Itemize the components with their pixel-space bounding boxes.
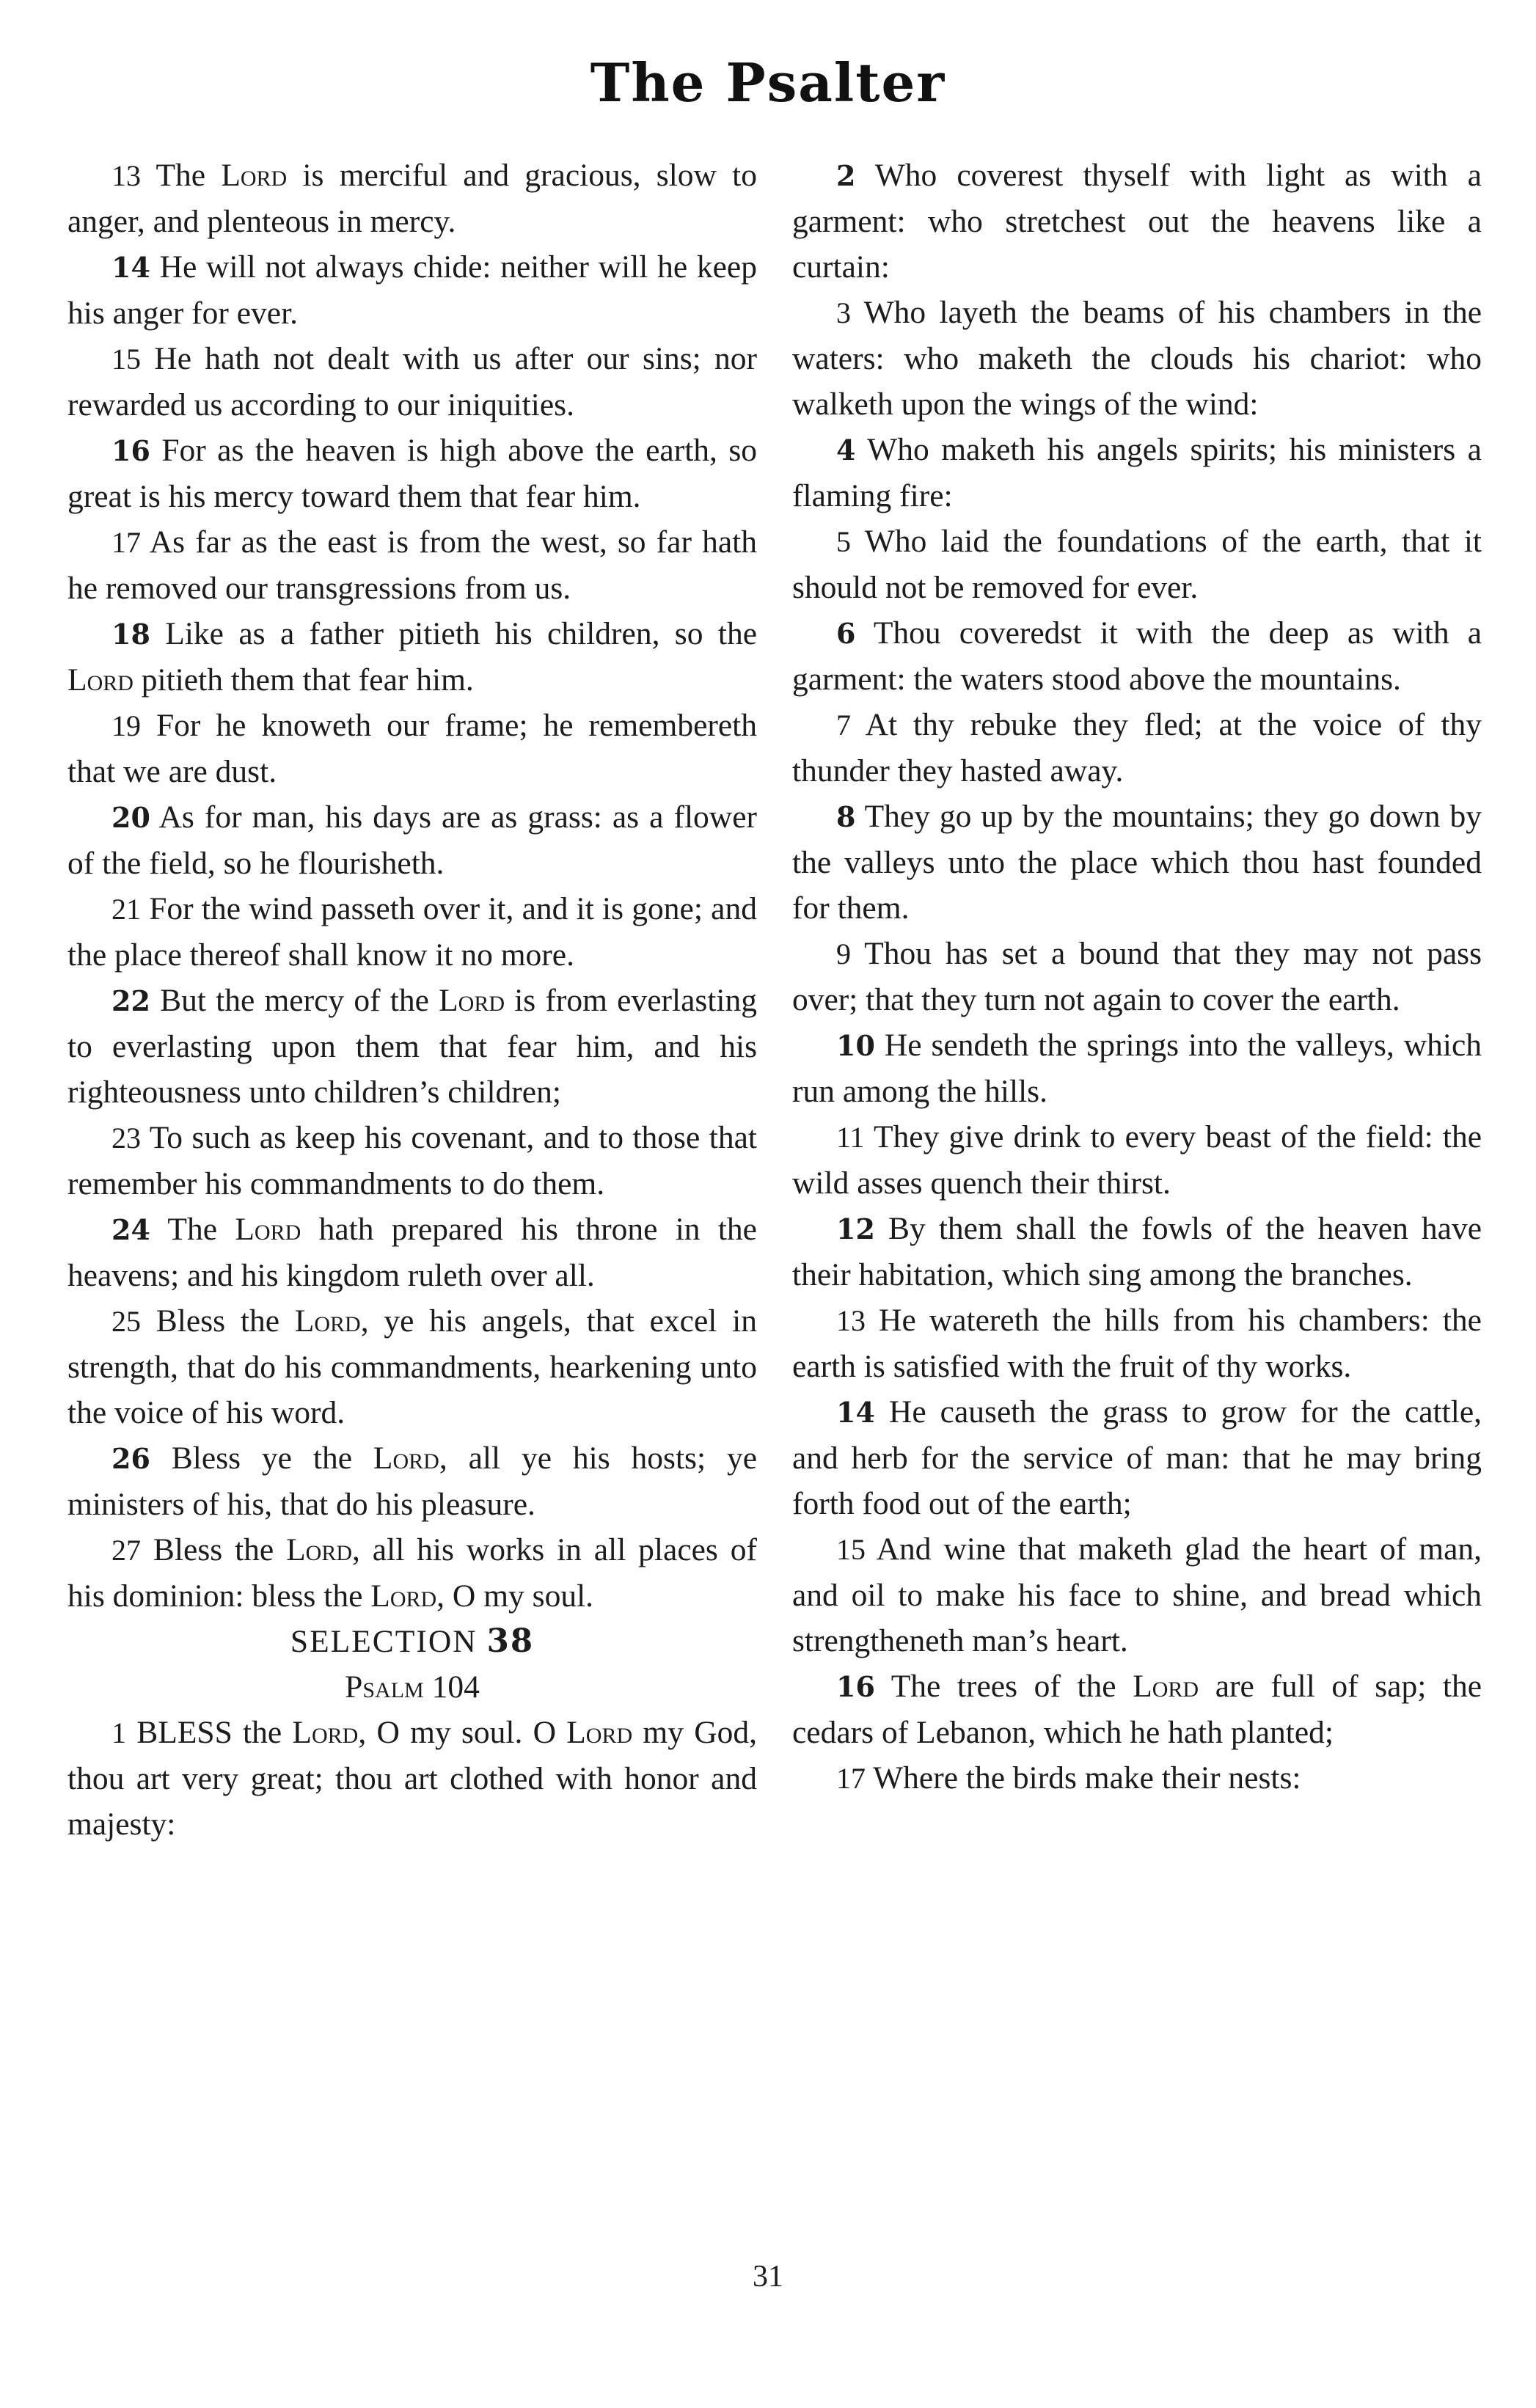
verse <box>67 886 757 978</box>
verse <box>792 1664 1482 1755</box>
running-head: The Psalter <box>590 51 946 114</box>
divine-name: Lord <box>221 158 288 193</box>
verse-text: For he knoweth our frame; he remembereth that we are dust. <box>67 708 758 789</box>
verse-text: The <box>167 1212 235 1247</box>
divine-name: Lord <box>294 1303 361 1339</box>
verse <box>67 1115 757 1207</box>
verse-number: 13 <box>836 1304 866 1337</box>
verse-number: 21 <box>111 893 141 926</box>
verse-number: 20 <box>111 801 150 834</box>
selection-label: SELECTION <box>290 1624 487 1659</box>
verse <box>792 290 1482 427</box>
verse-number: 26 <box>111 1442 150 1475</box>
verse-text: He causeth the grass to grow for the cattle, and herb for the service of man: that he may bring forth food out of the earth; <box>792 1394 1482 1521</box>
verse <box>792 794 1482 931</box>
divine-name: Lord <box>373 1441 439 1476</box>
verse-number: 10 <box>836 1029 875 1062</box>
verse-number: 7 <box>836 709 851 742</box>
verse-text: He watereth the hills from his chambers: the earth is satisfied with the fruit of thy works. <box>792 1303 1482 1384</box>
verse-number: 14 <box>836 1396 875 1429</box>
selection-heading <box>67 1619 757 1664</box>
verse <box>67 978 757 1115</box>
verse-text: The trees of the <box>890 1669 1133 1704</box>
verse-text: The <box>156 158 222 193</box>
verse <box>67 703 757 794</box>
verse <box>67 1207 757 1298</box>
verse-number: 4 <box>836 433 856 466</box>
verse-number: 15 <box>836 1533 866 1566</box>
verse <box>792 931 1482 1022</box>
psalm-heading: Psalm 104 <box>345 1669 480 1705</box>
verse-text: , O my soul. <box>436 1578 594 1614</box>
verse-text: He sendeth the springs into the valleys, which run among the hills. <box>792 1028 1482 1109</box>
selection-number: 38 <box>486 1622 535 1660</box>
verse-text: Bless the <box>153 1532 287 1567</box>
right-column <box>792 153 1482 1801</box>
verse-text: , O my soul. O <box>358 1715 567 1750</box>
verse-text: Bless the <box>156 1303 295 1339</box>
verse-number: 9 <box>836 937 851 970</box>
verse-number: 22 <box>111 984 150 1017</box>
verse <box>67 519 757 611</box>
verse-text: Who coverest thyself with light as with a garment: who stretchest out the heavens like a curtain: <box>792 158 1482 285</box>
verse-text: To such as keep his covenant, and to those that remember his commandments to do them. <box>67 1120 758 1201</box>
verse-number: 1 <box>111 1716 126 1749</box>
divine-name: Lord <box>370 1578 437 1614</box>
verse-text: pitieth them that fear him. <box>133 662 474 698</box>
verse <box>67 428 757 519</box>
verse-text: my God, thou art very great; thou art clothed with honor and majesty: <box>67 1715 758 1842</box>
verse-number: 24 <box>111 1213 150 1246</box>
verse-text: is from everlasting to everlasting upon them that fear him, and his righteousness unto children’s children; <box>67 983 758 1110</box>
verse-text: As for man, his days are as grass: as a flower of the field, so he flourisheth. <box>67 799 757 881</box>
verse-text: Bless ye the <box>171 1441 373 1476</box>
divine-name: Lord <box>235 1212 301 1247</box>
verse <box>792 1022 1482 1114</box>
verse <box>792 427 1482 519</box>
verse-text: are full of sap; the cedars of Lebanon, which he hath planted; <box>792 1669 1482 1750</box>
verse-text: , ye his angels, that excel in strength, that do his commandments, hearkening unto the voice of his word. <box>67 1303 757 1430</box>
verse-number: 6 <box>836 617 856 650</box>
page-number: 31 <box>753 2260 783 2294</box>
verse-number: 19 <box>111 709 141 742</box>
verse <box>792 1114 1482 1206</box>
verse <box>67 611 757 703</box>
verse-number: 25 <box>111 1305 141 1338</box>
verse-number: 14 <box>111 251 150 284</box>
verse-text: Thou has set a bound that they may not pass over; that they turn not again to cover the earth. <box>792 936 1482 1017</box>
verse-number: 17 <box>836 1762 866 1795</box>
verse-text: Who layeth the beams of his chambers in the waters: who maketh the clouds his chariot: who walketh upon the wings of the wind: <box>792 295 1482 422</box>
verse <box>792 702 1482 794</box>
verse-number: 23 <box>111 1121 141 1154</box>
verse-text: At thy rebuke they fled; at the voice of thy thunder they hasted away. <box>792 707 1482 788</box>
verse-number: 12 <box>836 1212 875 1245</box>
verse <box>67 244 757 336</box>
verse-number: 2 <box>836 159 856 192</box>
verse-text: Who maketh his angels spirits; his ministers a flaming fire: <box>792 432 1482 513</box>
verse-number: 13 <box>111 159 141 192</box>
verse-text: They go up by the mountains; they go down by the valleys unto the place which thou hast founded for them. <box>792 799 1482 926</box>
verse-text: hath prepared his throne in the heavens; and his kingdom ruleth over all. <box>67 1212 757 1293</box>
verse-text: , all ye his hosts; ye ministers of his, that do his pleasure. <box>67 1441 758 1522</box>
verse <box>792 519 1482 610</box>
verse-text: By them shall the fowls of the heaven have their habitation, which sing among the branches. <box>792 1211 1482 1292</box>
verse-text: As far as the east is from the west, so far hath he removed our transgressions from us. <box>67 524 757 606</box>
verse <box>792 1206 1482 1298</box>
verse <box>67 153 757 244</box>
divine-name: Lord <box>67 662 134 698</box>
verse-number: 5 <box>836 525 851 558</box>
verse <box>67 1527 757 1619</box>
divine-name: Lord <box>286 1532 353 1567</box>
verse <box>792 1526 1482 1664</box>
verse-number: 16 <box>111 434 150 467</box>
divine-name: Lord <box>292 1715 359 1750</box>
verse-text: BLESS the <box>136 1715 293 1750</box>
verse-number: 15 <box>111 343 141 376</box>
verse-number: 18 <box>111 618 150 651</box>
verse-number: 8 <box>836 800 856 833</box>
verse <box>792 153 1482 290</box>
verse-number: 27 <box>111 1534 141 1567</box>
verse-text: Thou coveredst it with the deep as with a garment: the waters stood above the mountains. <box>792 615 1482 697</box>
verse-text: Like as a father pitieth his children, so the <box>165 616 757 651</box>
verse-number: 11 <box>836 1121 865 1154</box>
verse <box>67 794 757 886</box>
verse-text: They give drink to every beast of the field: the wild asses quench their thirst. <box>792 1119 1482 1201</box>
verse <box>792 1389 1482 1526</box>
verse-text: , all his works in all places of his dominion: bless the <box>67 1532 757 1614</box>
verse-number: 16 <box>836 1670 875 1703</box>
verse-text: He will not always chide: neither will he keep his anger for ever. <box>67 249 757 331</box>
verse <box>792 610 1482 702</box>
verse-text: For as the heaven is high above the earth, so great is his mercy toward them that fear him. <box>67 433 758 514</box>
verse <box>67 1298 757 1435</box>
divine-name: Lord <box>1133 1669 1199 1704</box>
verse-text: He hath not dealt with us after our sins; nor rewarded us according to our iniquities. <box>67 341 757 422</box>
verse-text: is merciful and gracious, slow to anger, and plenteous in mercy. <box>67 158 758 239</box>
verse-text: And wine that maketh glad the heart of man, and oil to make his face to shine, and bread which strengtheneth man’s heart. <box>792 1531 1482 1658</box>
verse <box>67 1710 757 1847</box>
left-column <box>67 153 757 1847</box>
verse-number: 17 <box>111 526 141 559</box>
verse <box>792 1755 1482 1801</box>
verse-text: Who laid the foundations of the earth, that it should not be removed for ever. <box>792 524 1482 605</box>
verse <box>67 336 757 428</box>
divine-name: Lord <box>439 983 505 1018</box>
verse-text: For the wind passeth over it, and it is gone; and the place thereof shall know it no more. <box>67 891 757 973</box>
verse-text: But the mercy of the <box>160 983 439 1018</box>
divine-name: Lord <box>566 1715 633 1750</box>
verse <box>67 1435 757 1527</box>
verse-number: 3 <box>836 296 851 329</box>
verse <box>792 1298 1482 1389</box>
verse-text: Where the birds make their nests: <box>873 1760 1301 1796</box>
